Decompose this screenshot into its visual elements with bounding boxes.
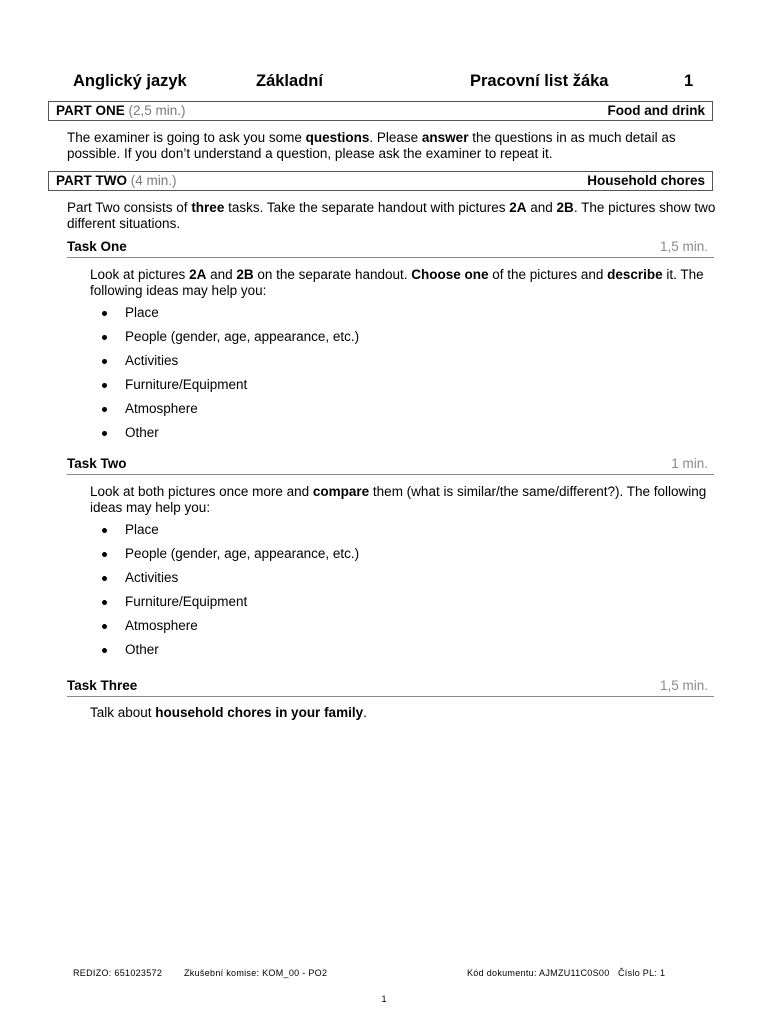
body-text: of the pictures and <box>488 267 608 282</box>
list-item <box>100 546 500 570</box>
list-item-label: Atmosphere <box>125 618 198 634</box>
task-three-time: 1,5 min. <box>659 678 708 693</box>
body-text: the questions in as much detail as possible. If you don’t understand a question, please ask the examiner to repeat it. <box>67 130 676 161</box>
task-two-time: 1 min. <box>671 456 708 471</box>
list-item <box>100 401 500 425</box>
list-item-label: Furniture/Equipment <box>125 594 248 610</box>
list-item-label: Furniture/Equipment <box>125 377 248 393</box>
task-two-header <box>67 455 714 475</box>
body-text: . The pictures show two different situations. <box>67 200 716 231</box>
body-text: on the separate handout. <box>253 267 412 282</box>
part-two-header <box>48 171 713 191</box>
body-text: and <box>526 200 557 215</box>
body-text: tasks. Take the separate handout with pictures <box>224 200 510 215</box>
part-one-header <box>48 101 713 121</box>
body-text: . Please <box>369 130 422 145</box>
emphasis-text: 2B <box>236 267 254 282</box>
list-item-label: Activities <box>125 570 179 586</box>
list-item <box>100 618 500 642</box>
list-item <box>100 570 500 594</box>
bullet-icon <box>102 359 107 364</box>
bullet-icon <box>102 311 107 316</box>
list-item-label: Atmosphere <box>125 401 198 417</box>
list-item <box>100 353 500 377</box>
task-three-header <box>67 677 714 697</box>
emphasis-text: 2A <box>509 200 527 215</box>
bullet-icon <box>102 431 107 436</box>
part-one-instructions <box>67 130 717 161</box>
bullet-icon <box>102 576 107 581</box>
part-two-topic: Household chores <box>587 173 705 188</box>
list-item-label: People (gender, age, appearance, etc.) <box>125 546 360 562</box>
emphasis-text: answer <box>421 130 469 145</box>
bullet-icon <box>102 624 107 629</box>
list-item-label: People (gender, age, appearance, etc.) <box>125 329 360 345</box>
footer-komise: Zkušební komise: KOM_00 - PO2 <box>184 968 328 978</box>
bullet-icon <box>102 335 107 340</box>
footer-document-code: Kód dokumentu: AJMZU11C0S00 <box>467 968 610 978</box>
emphasis-text: three <box>191 200 225 215</box>
task-three-instructions <box>90 705 715 721</box>
list-item-label: Place <box>125 305 159 320</box>
bullet-icon <box>102 528 107 533</box>
task-three-title: Task Three <box>67 678 138 693</box>
bullet-icon <box>102 648 107 653</box>
list-item <box>100 642 500 666</box>
part-one-topic: Food and drink <box>607 103 705 118</box>
emphasis-text: Choose one <box>411 267 489 282</box>
body-text: and <box>206 267 237 282</box>
emphasis-text: household chores in your family <box>155 705 364 720</box>
body-text: The examiner is going to ask you some <box>67 130 306 145</box>
list-item-label: Other <box>125 425 159 441</box>
emphasis-text: questions <box>305 130 370 145</box>
part-one-time: (2,5 min.) <box>128 103 186 118</box>
bullet-icon <box>102 600 107 605</box>
body-text: Talk about <box>90 705 156 720</box>
body-text: it. The following ideas may help you: <box>90 267 704 298</box>
list-item <box>100 425 500 449</box>
list-item-label: Place <box>125 522 159 537</box>
emphasis-text: 2B <box>556 200 574 215</box>
list-item-label: Activities <box>125 353 179 369</box>
page-number: 1 <box>381 994 387 1004</box>
document-header <box>73 72 703 96</box>
body-text: Look at pictures <box>90 267 190 282</box>
level-title: Základní <box>256 72 323 90</box>
bullet-icon <box>102 552 107 557</box>
worksheet-title: Pracovní list žáka <box>470 72 609 90</box>
task-one-instructions <box>90 267 715 298</box>
bullet-icon <box>102 407 107 412</box>
list-item <box>100 522 500 546</box>
list-item <box>100 594 500 618</box>
task-two-instructions <box>90 484 715 515</box>
worksheet-number: 1 <box>684 72 694 90</box>
list-item <box>100 377 500 401</box>
footer-sheet-number: Číslo PL: 1 <box>618 968 666 978</box>
task-two-ideas <box>100 522 500 667</box>
part-two-time: (4 min.) <box>130 173 177 188</box>
emphasis-text: describe <box>607 267 663 282</box>
body-text: . <box>363 705 367 720</box>
emphasis-text: 2A <box>189 267 207 282</box>
bullet-icon <box>102 383 107 388</box>
list-item-label: Other <box>125 642 159 658</box>
body-text: Part Two consists of <box>67 200 192 215</box>
part-one-label: PART ONE <box>56 103 125 118</box>
part-two-intro <box>67 200 717 231</box>
list-item <box>100 305 500 329</box>
footer-redizo: REDIZO: 651023572 <box>73 968 163 978</box>
part-two-label: PART TWO <box>56 173 127 188</box>
emphasis-text: compare <box>312 484 370 499</box>
task-one-ideas <box>100 305 500 450</box>
task-two-title: Task Two <box>67 456 127 471</box>
task-one-header <box>67 238 714 258</box>
task-one-title: Task One <box>67 239 127 254</box>
subject-title: Anglický jazyk <box>73 72 187 90</box>
task-one-time: 1,5 min. <box>659 239 708 254</box>
body-text: them (what is similar/the same/different?). The following ideas may help you: <box>90 484 707 515</box>
list-item <box>100 329 500 353</box>
body-text: Look at both pictures once more and <box>90 484 313 499</box>
